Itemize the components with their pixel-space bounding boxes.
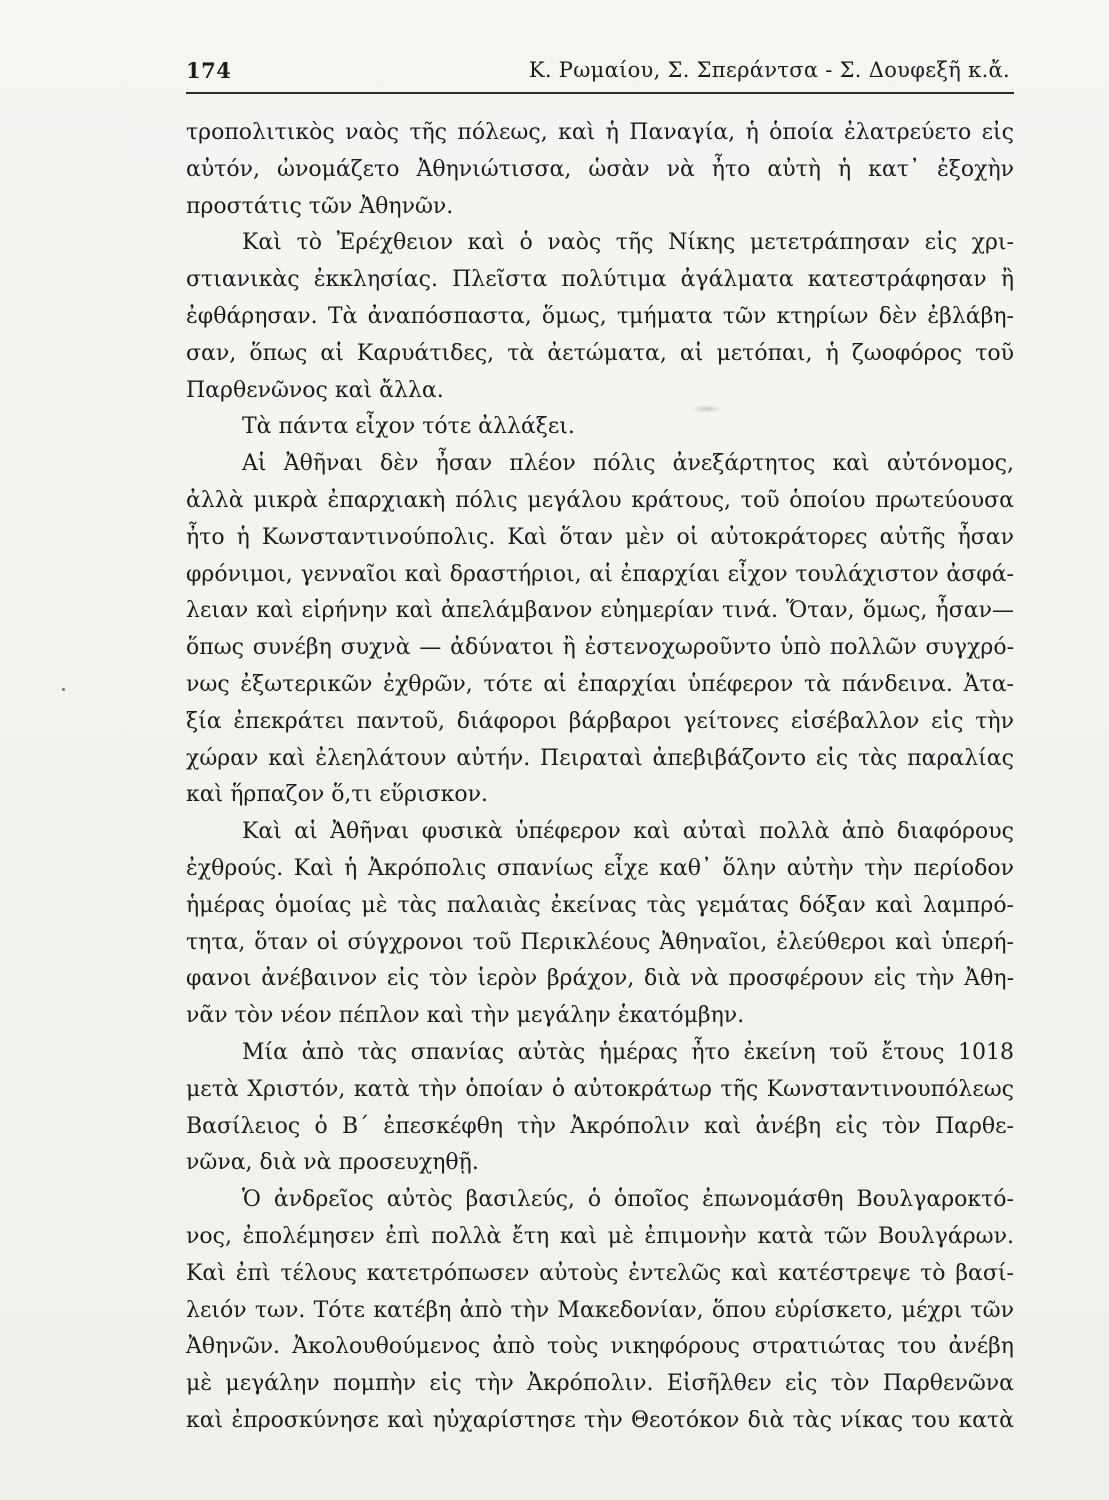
- text-line: νος, ἐπολέμησεν ἐπὶ πολλὰ ἔτη καὶ μὲ ἐπιμονὴν κατὰ τῶν Βουλγάρων.: [186, 1223, 1014, 1249]
- text-line: λειαν καὶ εἰρήνην καὶ ἀπελάμβανον εὐημερίαν τινά. Ὅταν, ὅμως, ἦσαν—: [186, 598, 1014, 624]
- text-line: ἐχθρούς. Καὶ ἡ Ἀκρόπολις σπανίως εἶχε καθ᾿ ὅλην αὐτὴν τὴν περίοδον: [186, 855, 1014, 881]
- text-line: Καὶ αἱ Ἀθῆναι φυσικὰ ὑπέφερον καὶ αὐταὶ πολλὰ ἀπὸ διαφόρους: [242, 819, 1014, 845]
- running-head: Κ. Ρωμαίου, Σ. Σπεράντσα - Σ. Δουφεξῆ κ.ἄ.: [528, 58, 1010, 82]
- text-line: στιανικὰς ἐκκλησίας. Πλεῖστα πολύτιμα ἀγάλματα κατεστράφησαν ἢ: [186, 267, 1014, 293]
- text-line: λειόν των. Τότε κατέβη ἀπὸ τὴν Μακεδονίαν, ὅπου εὑρίσκετο, μέχρι τῶν: [186, 1297, 1014, 1323]
- body-text: [186, 115, 1014, 1440]
- page-header: [186, 52, 1014, 94]
- text-line: ἡμέρας ὁμοίας μὲ τὰς παλαιὰς ἐκείνας τὰς γεμάτας δόξαν καὶ λαμπρό-: [186, 892, 1014, 918]
- text-line: καὶ ἐπροσκύνησε καὶ ηὐχαρίστησε τὴν Θεοτόκον διὰ τὰς νίκας του κατὰ: [186, 1407, 1014, 1433]
- text-line: χώραν καὶ ἐλεηλάτουν αὐτήν. Πειραταὶ ἀπεβιβάζοντο εἰς τὰς παραλίας: [186, 745, 1014, 771]
- text-line: Τὰ πάντα εἶχον τότε ἀλλάξει.: [242, 414, 575, 440]
- text-line: Ἀθηνῶν. Ἀκολουθούμενος ἀπὸ τοὺς νικηφόρους στρατιώτας του ἀνέβη: [186, 1334, 1014, 1360]
- text-line: ὅπως συνέβη συχνὰ — ἀδύνατοι ἢ ἐστενοχωροῦντο ὑπὸ πολλῶν συγχρό-: [186, 635, 1014, 661]
- text-line: Μία ἀπὸ τὰς σπανίας αὐτὰς ἡμέρας ἦτο ἐκείνη τοῦ ἔτους 1018: [242, 1039, 1014, 1065]
- text-line: Αἱ Ἀθῆναι δὲν ἦσαν πλέον πόλις ἀνεξάρτητος καὶ αὐτόνομος,: [242, 451, 1014, 477]
- text-line: ξία ἐπεκράτει παντοῦ, διάφοροι βάρβαροι γείτονες εἰσέβαλλον εἰς τὴν: [186, 708, 1014, 734]
- text-line: Παρθενῶνος καὶ ἄλλα.: [186, 377, 444, 403]
- text-line: καὶ ἥρπαζον ὅ,τι εὕρισκον.: [186, 782, 488, 808]
- text-line: ἐφθάρησαν. Τὰ ἀναπόσπαστα, ὅμως, τμήματα τῶν κτηρίων δὲν ἐβλάβη-: [186, 303, 1014, 329]
- text-line: ἀλλὰ μικρὰ ἐπαρχιακὴ πόλις μεγάλου κράτους, τοῦ ὁποίου πρωτεύουσα: [186, 487, 1014, 513]
- text-line: φανοι ἀνέβαινον εἰς τὸν ἱερὸν βράχον, διὰ νὰ προσφέρουν εἰς τὴν Ἀθη-: [186, 966, 1014, 992]
- text-line: Ὁ ἀνδρεῖος αὐτὸς βασιλεύς, ὁ ὁποῖος ἐπωνομάσθη Βουλγαροκτό-: [242, 1187, 1014, 1213]
- margin-mark: [62, 688, 65, 691]
- text-line: ἦτο ἡ Κωνσταντινούπολις. Καὶ ὅταν μὲν οἱ αὐτοκράτορες αὐτῆς ἦσαν: [186, 524, 1014, 550]
- text-line: Βασίλειος ὁ Β΄ ἐπεσκέφθη τὴν Ἀκρόπολιν καὶ ἀνέβη εἰς τὸν Παρθε-: [186, 1113, 1014, 1139]
- text-line: μὲ μεγάλην πομπὴν εἰς τὴν Ἀκρόπολιν. Εἰσῆλθεν εἰς τὸν Παρθενῶνα: [186, 1371, 1014, 1397]
- text-line: νῶνα, διὰ νὰ προσευχηθῇ.: [186, 1150, 479, 1176]
- text-line: νως ἐξωτερικῶν ἐχθρῶν, τότε αἱ ἐπαρχίαι ὑπέφερον τὰ πάνδεινα. Ἀτα-: [186, 671, 1014, 697]
- text-line: τροπολιτικὸς ναὸς τῆς πόλεως, καὶ ἡ Παναγία, ἡ ὁποία ἐλατρεύετο εἰς: [186, 120, 1014, 145]
- text-line: προστάτις τῶν Ἀθηνῶν.: [186, 193, 454, 219]
- text-line: Καὶ τὸ Ἐρέχθειον καὶ ὁ ναὸς τῆς Νίκης μετετράπησαν εἰς χρι-: [242, 230, 1014, 256]
- text-line: μετὰ Χριστόν, κατὰ τὴν ὁποίαν ὁ αὐτοκράτωρ τῆς Κωνσταντινουπόλεως: [186, 1076, 1014, 1102]
- text-line: Καὶ ἐπὶ τέλους κατετρόπωσεν αὐτοὺς ἐντελῶς καὶ κατέστρεψε τὸ βασί-: [186, 1260, 1014, 1286]
- text-line: νᾶν τὸν νέον πέπλον καὶ τὴν μεγάλην ἑκατόμβην.: [186, 1003, 745, 1029]
- text-line: αὐτόν, ὠνομάζετο Ἀθηνιώτισσα, ὡσὰν νὰ ἦτο αὐτὴ ἡ κατ᾿ ἐξοχὴν: [186, 156, 1014, 182]
- text-line: σαν, ὅπως αἱ Καρυάτιδες, τὰ ἀετώματα, αἱ μετόπαι, ἡ ζωοφόρος τοῦ: [186, 340, 1014, 366]
- text-line: φρόνιμοι, γενναῖοι καὶ δραστήριοι, αἱ ἐπαρχίαι εἶχον τουλάχιστον ἀσφά-: [186, 561, 1014, 587]
- text-line: τητα, ὅταν οἱ σύγχρονοι τοῦ Περικλέους Ἀθηναῖοι, ἐλεύθεροι καὶ ὑπερή-: [186, 929, 1014, 955]
- page-number: 174: [186, 58, 232, 83]
